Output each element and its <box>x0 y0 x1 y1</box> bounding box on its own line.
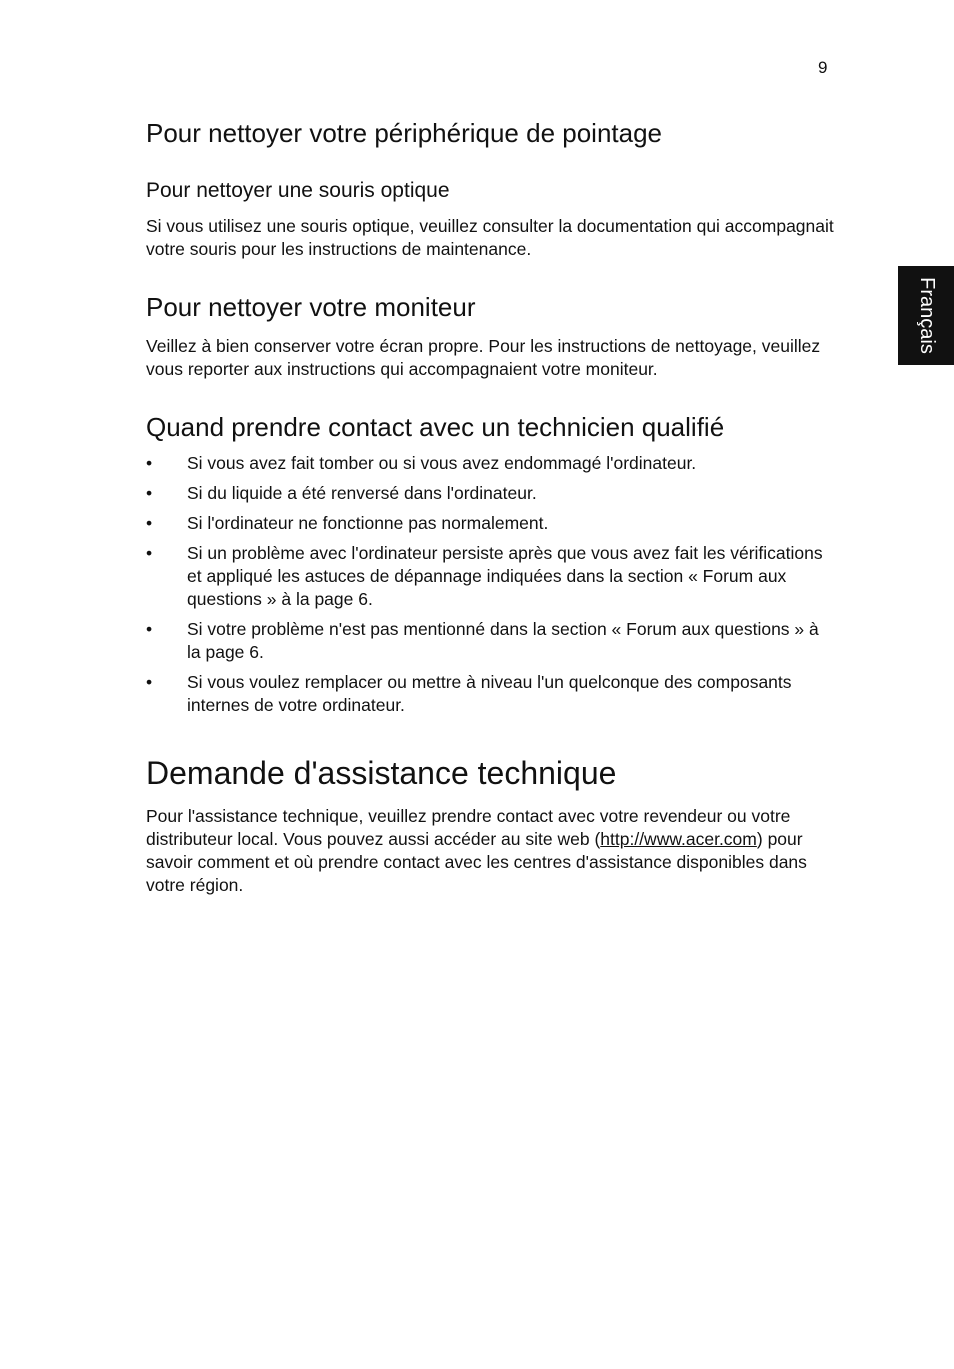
heading-monitor: Pour nettoyer votre moniteur <box>146 292 476 322</box>
bullet-icon: • <box>146 453 153 473</box>
bullet-icon: • <box>146 483 153 503</box>
list-item <box>146 512 836 535</box>
list-item-text: Si l'ordinateur ne fonctionne pas normalement. <box>187 513 549 533</box>
paragraph-optical-mouse: Si vous utilisez une souris optique, veuillez consulter la documentation qui accompagnait votre souris pour les instructions de maintenance. <box>146 216 834 259</box>
list-item-text: Si vous voulez remplacer ou mettre à niveau l'un quelconque des composants internes de votre ordinateur. <box>187 672 792 715</box>
heading-support: Demande d'assistance technique <box>146 755 617 791</box>
paragraph-support <box>146 805 836 897</box>
heading-technician: Quand prendre contact avec un technicien qualifié <box>146 412 725 442</box>
paragraph-support-text-after: ) pour savoir comment et où prendre contact avec les centres d'assistance disponibles dans votre région. <box>146 829 807 895</box>
bullet-icon: • <box>146 672 153 692</box>
bullet-icon: • <box>146 543 153 563</box>
list-item-text: Si du liquide a été renversé dans l'ordinateur. <box>187 483 537 503</box>
language-tab-label: Français <box>915 277 938 354</box>
list-item <box>146 618 836 664</box>
list-item-text: Si un problème avec l'ordinateur persiste après que vous avez fait les vérifications et appliqué les astuces de dépannage indiquées dans la section « Forum aux questions » à la page 6. <box>187 543 823 609</box>
language-tab <box>898 266 954 365</box>
acer-website-link[interactable]: http://www.acer.com <box>600 829 757 849</box>
page-number: 9 <box>818 58 828 77</box>
list-item-text: Si vous avez fait tomber ou si vous avez endommagé l'ordinateur. <box>187 453 697 473</box>
subheading-optical-mouse: Pour nettoyer une souris optique <box>146 179 450 202</box>
list-item <box>146 542 836 611</box>
paragraph-monitor: Veillez à bien conserver votre écran propre. Pour les instructions de nettoyage, veuillez vous reporter aux instructions qui accompagnaient votre moniteur. <box>146 336 821 379</box>
heading-pointing-device: Pour nettoyer votre périphérique de pointage <box>146 118 663 148</box>
technician-bullet-list <box>146 452 836 724</box>
list-item <box>146 671 836 717</box>
bullet-icon: • <box>146 513 153 533</box>
list-item <box>146 482 836 505</box>
bullet-icon: • <box>146 619 153 639</box>
list-item-text: Si votre problème n'est pas mentionné dans la section « Forum aux questions » à la page 6. <box>187 619 819 662</box>
list-item <box>146 452 836 475</box>
paragraph-support-text-before: Pour l'assistance technique, veuillez prendre contact avec votre revendeur ou votre distributeur local. Vous pouvez aussi accéder au site web ( <box>146 806 791 849</box>
